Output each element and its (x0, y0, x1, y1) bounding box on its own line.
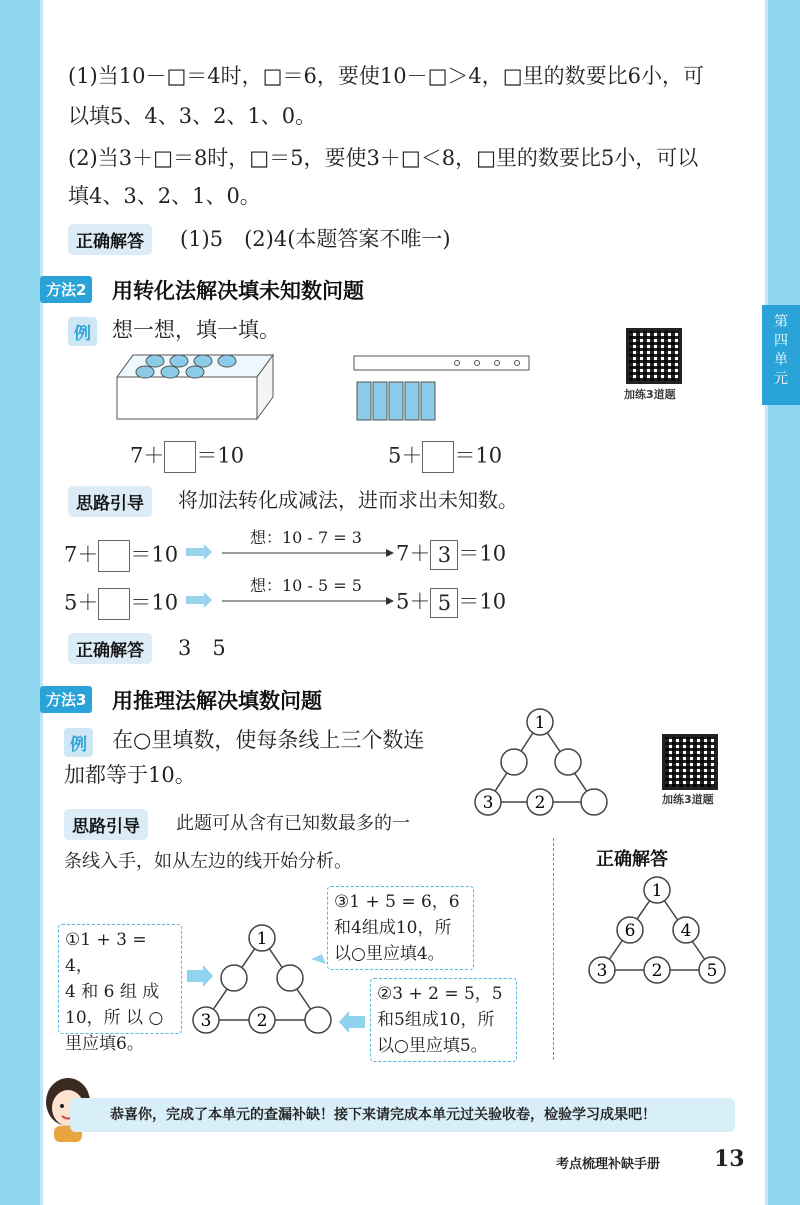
hint-text: 此题可从含有已知数最多的一 (176, 813, 410, 834)
answer-label: 正确解答 (588, 842, 676, 874)
blank-box[interactable] (164, 441, 196, 473)
node-top: 1 (534, 713, 546, 733)
sol-mid-right: 4 (680, 921, 692, 941)
hint-label: 思路引导 (68, 486, 152, 517)
hint-text: 将加法转化成减法，进而求出未知数。 (178, 488, 518, 512)
qr-code-icon[interactable] (662, 734, 718, 790)
sol-bottom-mid: 2 (651, 961, 663, 981)
node-top: 1 (256, 929, 268, 949)
page-number: 13 (714, 1146, 745, 1172)
example-text: 在○里填数，使每条线上三个数连 (112, 728, 425, 752)
qr-code-icon[interactable] (626, 328, 682, 384)
arrow-icon (339, 1011, 365, 1033)
method-title: 用推理法解决填数问题 (112, 689, 322, 713)
sol-mid-left: 6 (624, 921, 636, 941)
sol-bottom-right: 5 (706, 961, 718, 981)
example-text: 想一想，填一填。 (112, 318, 280, 342)
node-bottom-left: 3 (482, 793, 494, 813)
analysis-triangle (185, 920, 370, 1035)
node-bottom-mid: 2 (256, 1011, 268, 1031)
qr-caption: 加练3道题 (624, 388, 676, 401)
puzzle-triangle (468, 704, 618, 822)
qr-caption: 加练3道题 (662, 793, 714, 806)
side-tab: 第四单元 (762, 305, 800, 405)
sol-top: 1 (651, 881, 663, 901)
note-1: ①1 + 3 = 4， 4 和 6 组 成 10，所 以 ○ 里应填6。 (58, 924, 182, 1034)
answer-box: 3 (430, 540, 458, 570)
sol-bottom-left: 3 (596, 961, 608, 981)
method-title: 用转化法解决填未知数问题 (112, 279, 364, 303)
equation-1: 7＋ ＝10 (130, 441, 244, 473)
think-text: 想：10 - 5 = 5 (250, 576, 362, 595)
book-title: 考点梳理补缺手册 (556, 1157, 661, 1172)
answer-label: 正确解答 (68, 633, 152, 664)
transform-row-1-left: 7＋ ＝10 (64, 540, 178, 572)
answer-box: 5 (430, 588, 458, 618)
text-line: 填4、3、2、1、0。 (68, 184, 261, 208)
bottle-box-illustration (115, 352, 275, 424)
answer-text: (1)5 (2)4(本题答案不唯一) (180, 227, 451, 251)
hint-text: 条线入手，如从左边的线开始分析。 (64, 851, 352, 872)
node-bottom-left: 3 (200, 1011, 212, 1031)
solution-triangle (582, 870, 732, 990)
answer-text: 3 5 (178, 636, 226, 660)
text-line: (2)当3＋□＝8时，□＝5，要使3＋□＜8，□里的数要比5小，可以 (68, 146, 699, 170)
blank-box[interactable] (98, 588, 130, 620)
arrow-icon (311, 948, 326, 964)
congrats-banner: 恭喜你，完成了本单元的查漏补缺！接下来请完成本单元过关验收卷，检验学习成果吧！ (70, 1098, 735, 1132)
transform-row-1-right: 7＋ 3 ＝10 (396, 540, 506, 570)
text-line: 以填5、4、3、2、1、0。 (68, 104, 317, 128)
blank-box[interactable] (422, 441, 454, 473)
think-text: 想：10 - 7 = 3 (250, 528, 362, 547)
transform-row-2-left: 5＋ ＝10 (64, 588, 178, 620)
blank-box[interactable] (98, 540, 130, 572)
bottle-rack-illustration (352, 352, 532, 424)
equation-2: 5＋ ＝10 (388, 441, 502, 473)
arrow-icon (187, 965, 213, 987)
hint-label: 思路引导 (64, 809, 148, 840)
node-bottom-mid: 2 (534, 793, 546, 813)
note-3: ③1 + 5 = 6，6 和4组成10，所 以○里应填4。 (327, 886, 474, 970)
text-line: (1)当10－□＝4时，□＝6，要使10－□＞4，□里的数要比6小，可 (68, 64, 704, 88)
transform-row-2-right: 5＋ 5 ＝10 (396, 588, 506, 618)
example-text: 加都等于10。 (64, 763, 196, 787)
divider (553, 838, 554, 1060)
method-tag: 方法3 (40, 686, 92, 713)
example-tag: 例 (64, 728, 93, 757)
example-tag: 例 (68, 317, 97, 346)
answer-label: 正确解答 (68, 224, 152, 255)
method-tag: 方法2 (40, 276, 92, 303)
note-2: ②3 + 2 = 5，5 和5组成10，所 以○里应填5。 (370, 978, 517, 1062)
